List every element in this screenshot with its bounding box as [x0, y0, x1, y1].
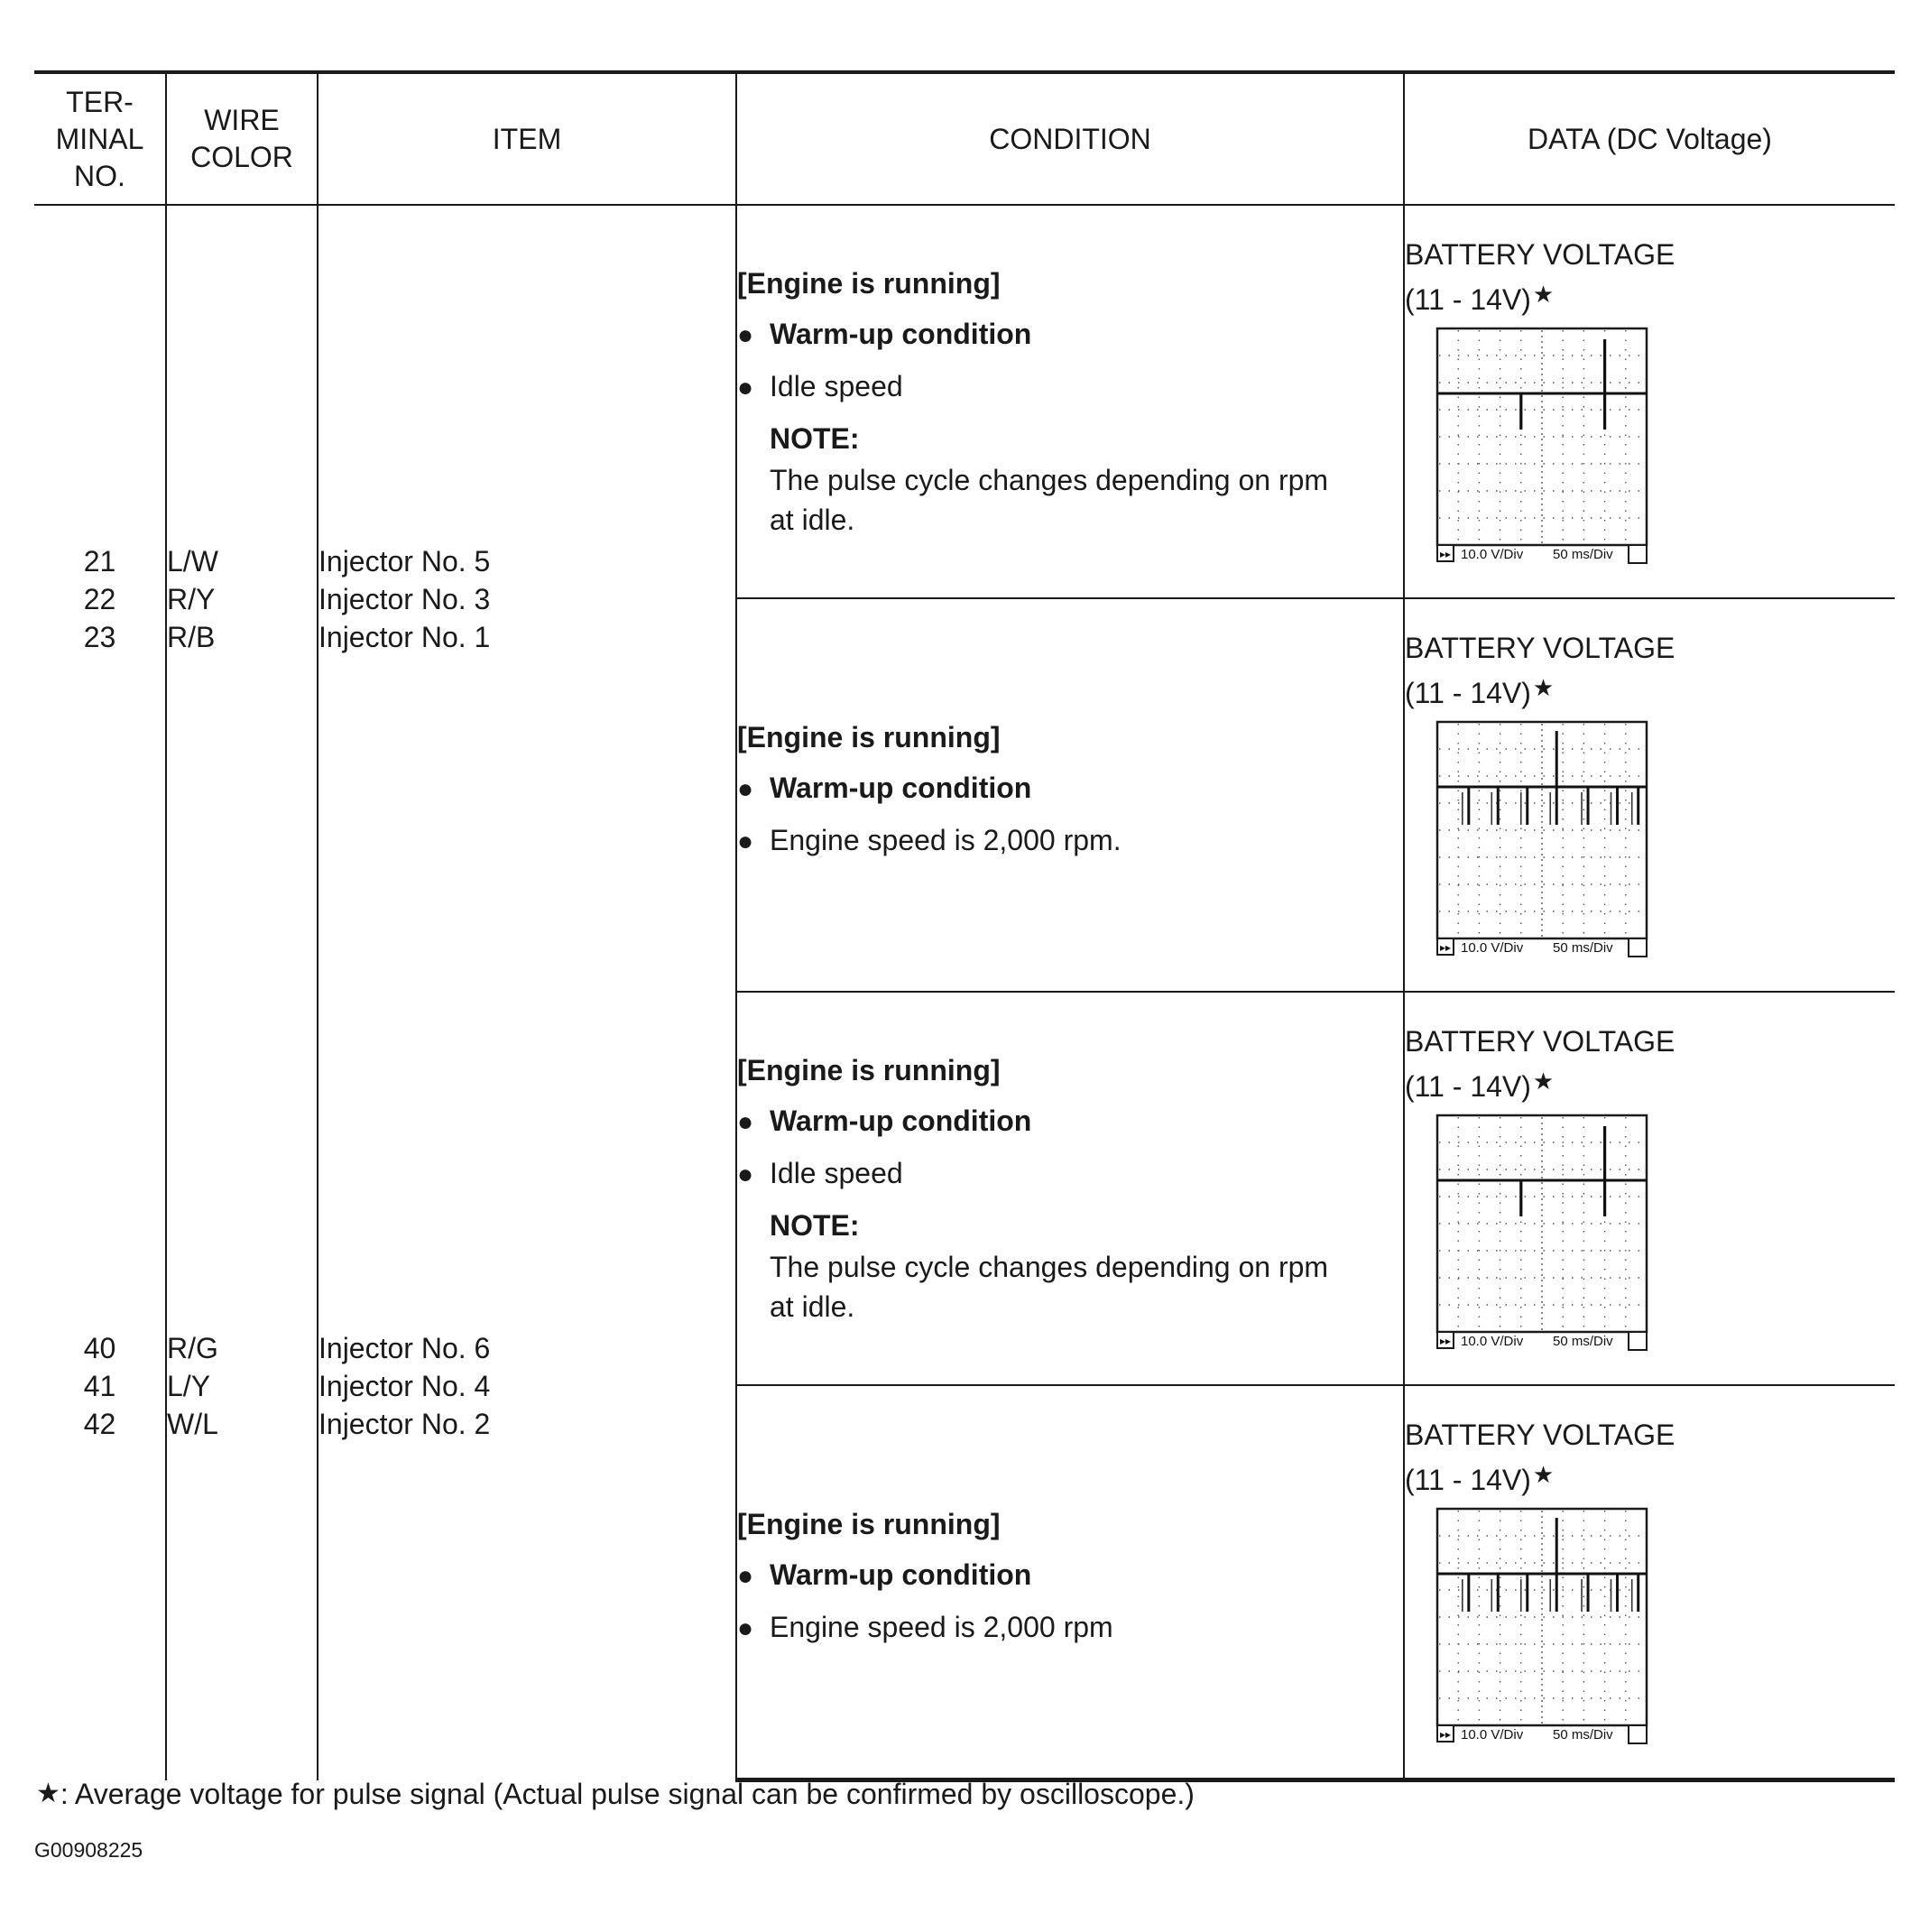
oscilloscope-waveform [1434, 1505, 1650, 1749]
bullet-text: Warm-up condition [770, 772, 1032, 804]
scope-run-icon: ▸▸ [1439, 1335, 1452, 1347]
note [737, 419, 1403, 540]
scope-corner-box [1629, 1332, 1647, 1350]
data-cell [1404, 992, 1895, 1385]
condition-bullet [737, 1607, 1403, 1649]
bullet-icon: ● [737, 1561, 754, 1591]
items [318, 205, 736, 992]
terminal-numbers [34, 205, 166, 992]
note-text: The pulse cycle changes depending on rpm [770, 1251, 1329, 1283]
condition-heading: [Engine is running] [737, 1054, 1001, 1086]
header-data: DATA (DC Voltage) [1404, 72, 1895, 205]
wire-color: R/Y [167, 582, 216, 615]
condition-cell [736, 598, 1404, 992]
wire-color: R/G [167, 1331, 218, 1364]
bullet-icon: ● [737, 1160, 754, 1189]
scope-corner-box [1629, 938, 1647, 957]
oscilloscope-waveform [1434, 718, 1650, 962]
item-name: Injector No. 5 [318, 544, 491, 578]
footnote [34, 1776, 1195, 1812]
header-terminal-no [34, 72, 166, 205]
condition-bullet [737, 1153, 1403, 1195]
header-text: COLOR [190, 141, 293, 173]
oscilloscope-waveform [1434, 325, 1650, 569]
condition-bullet [737, 1101, 1403, 1142]
terminal-data-table [34, 70, 1895, 1782]
scope-time-div: 50 ms/Div [1553, 547, 1613, 562]
terminal-number: 41 [83, 1369, 116, 1402]
terminal-number: 21 [83, 544, 116, 578]
condition-heading: [Engine is running] [737, 1508, 1001, 1540]
bullet-icon: ● [737, 1613, 754, 1643]
data-range [1405, 1455, 1895, 1500]
data-range-text: (11 - 14V) [1405, 283, 1531, 316]
bullet-text: Idle speed [770, 370, 903, 402]
star-icon: ★ [1532, 674, 1555, 701]
footnote-text: : Average voltage for pulse signal (Actual pulse signal can be confirmed by oscilloscope.) [60, 1778, 1195, 1810]
condition-bullet [737, 820, 1403, 862]
bullet-text: Idle speed [770, 1157, 903, 1189]
data-label: BATTERY VOLTAGE [1405, 1025, 1675, 1058]
condition-cell [736, 1385, 1404, 1780]
scope-volts-div: 10.0 V/Div [1461, 1334, 1524, 1349]
bullet-icon: ● [737, 320, 754, 350]
scope-run-icon: ▸▸ [1439, 548, 1452, 560]
scope-run-icon: ▸▸ [1439, 941, 1452, 954]
data-cell [1404, 598, 1895, 992]
condition-bullet [737, 1555, 1403, 1596]
data-range [1405, 1061, 1895, 1106]
table-row [34, 205, 1895, 598]
note-text: at idle. [770, 504, 855, 536]
data-range-text: (11 - 14V) [1405, 1464, 1531, 1496]
condition-cell [736, 205, 1404, 598]
bullet-icon: ● [737, 774, 754, 804]
oscilloscope-waveform [1434, 1112, 1650, 1355]
wire-color: L/W [167, 544, 218, 578]
bullet-text: Warm-up condition [770, 318, 1032, 350]
condition-cell [736, 992, 1404, 1385]
data-label: BATTERY VOLTAGE [1405, 632, 1675, 664]
figure-id: G00908225 [34, 1838, 143, 1862]
bullet-text: Warm-up condition [770, 1105, 1032, 1137]
header-text: MINAL [55, 122, 144, 155]
scope-time-div: 50 ms/Div [1553, 1334, 1613, 1349]
data-range [1405, 274, 1895, 319]
items [318, 992, 736, 1780]
note-label: NOTE: [770, 1209, 860, 1242]
scope-corner-box [1629, 1725, 1647, 1743]
header-text: NO. [74, 159, 125, 192]
condition-bullet [737, 768, 1403, 809]
scope-volts-div: 10.0 V/Div [1461, 547, 1524, 562]
wire-colors [166, 992, 318, 1780]
wire-color: R/B [167, 620, 216, 653]
bullet-icon: ● [737, 827, 754, 856]
header-item: ITEM [318, 72, 736, 205]
wire-color: L/Y [167, 1369, 211, 1402]
item-name: Injector No. 1 [318, 620, 491, 653]
bullet-text: Engine speed is 2,000 rpm [770, 1611, 1113, 1643]
scope-run-icon: ▸▸ [1439, 1728, 1452, 1741]
condition-heading: [Engine is running] [737, 267, 1001, 300]
data-range-text: (11 - 14V) [1405, 677, 1531, 709]
item-name: Injector No. 3 [318, 582, 491, 615]
terminal-numbers [34, 992, 166, 1780]
data-label: BATTERY VOLTAGE [1405, 1419, 1675, 1451]
scope-time-div: 50 ms/Div [1553, 940, 1613, 956]
condition-bullet [737, 366, 1403, 408]
scope-volts-div: 10.0 V/Div [1461, 940, 1524, 956]
data-label: BATTERY VOLTAGE [1405, 238, 1675, 271]
header-row [34, 72, 1895, 205]
header-text: TER- [66, 85, 134, 118]
condition-heading: [Engine is running] [737, 721, 1001, 753]
item-name: Injector No. 6 [318, 1331, 491, 1364]
bullet-icon: ● [737, 373, 754, 402]
note-label: NOTE: [770, 422, 860, 455]
scope-corner-box [1629, 545, 1647, 563]
terminal-number: 42 [83, 1407, 116, 1440]
terminal-number: 22 [83, 582, 116, 615]
data-cell [1404, 205, 1895, 598]
bullet-icon: ● [737, 1107, 754, 1137]
bullet-text: Warm-up condition [770, 1558, 1032, 1591]
table-row [34, 992, 1895, 1385]
wire-color: W/L [167, 1407, 218, 1440]
item-name: Injector No. 4 [318, 1369, 491, 1402]
star-icon: ★ [36, 1779, 60, 1808]
star-icon: ★ [1532, 281, 1555, 308]
data-cell [1404, 1385, 1895, 1780]
header-condition: CONDITION [736, 72, 1404, 205]
terminal-number: 23 [83, 620, 116, 653]
item-name: Injector No. 2 [318, 1407, 491, 1440]
data-range-text: (11 - 14V) [1405, 1070, 1531, 1103]
note-text: The pulse cycle changes depending on rpm [770, 464, 1329, 496]
star-icon: ★ [1532, 1068, 1555, 1095]
note [737, 1206, 1403, 1327]
wire-colors [166, 205, 318, 992]
scope-time-div: 50 ms/Div [1553, 1727, 1613, 1742]
header-text: WIRE [204, 104, 280, 136]
bullet-text: Engine speed is 2,000 rpm. [770, 824, 1122, 856]
scope-volts-div: 10.0 V/Div [1461, 1727, 1524, 1742]
terminal-number: 40 [83, 1331, 116, 1364]
note-text: at idle. [770, 1290, 855, 1323]
data-range [1405, 668, 1895, 713]
star-icon: ★ [1532, 1461, 1555, 1488]
header-wire-color [166, 72, 318, 205]
condition-bullet [737, 314, 1403, 356]
